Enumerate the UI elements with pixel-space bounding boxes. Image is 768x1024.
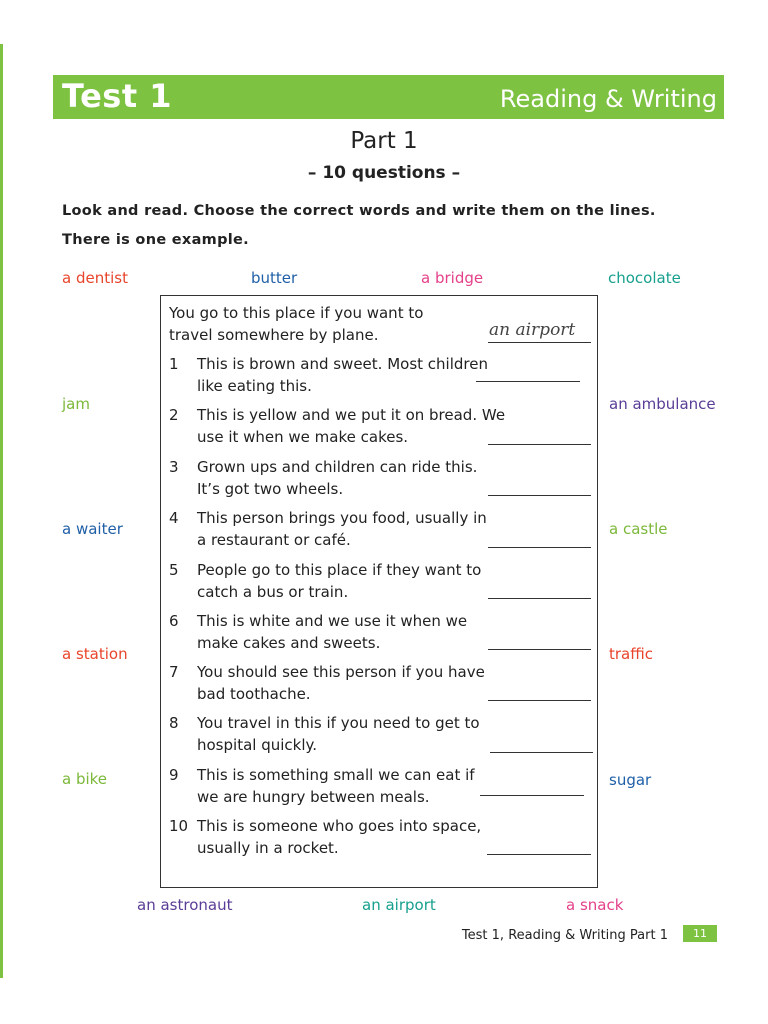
- answer-line-8[interactable]: [490, 752, 593, 753]
- question-text: This is yellow and we put it on bread. We use it when we make cakes.: [197, 406, 506, 446]
- questions-box: [160, 295, 598, 888]
- example-text: You go to this place if you want to travel somewhere by plane.: [169, 304, 424, 344]
- question-number: 2: [169, 406, 179, 424]
- question-number: 5: [169, 561, 179, 579]
- answer-line-1[interactable]: [476, 381, 580, 382]
- question-number: 8: [169, 714, 179, 732]
- question-text: Grown ups and children can ride this. It’s got two wheels.: [197, 458, 478, 498]
- question-number: 4: [169, 509, 179, 527]
- part-subtitle: – 10 questions –: [307, 163, 461, 183]
- word-airport: an airport: [362, 896, 436, 914]
- word-ambulance: an ambulance: [609, 395, 716, 413]
- section-title: Reading & Writing: [499, 85, 717, 113]
- instruction-line-2: There is one example.: [62, 232, 249, 248]
- answer-line-4[interactable]: [488, 547, 591, 548]
- question-text: This is something small we can eat if we are hungry between meals.: [197, 766, 475, 806]
- answer-line-9[interactable]: [480, 795, 584, 796]
- question-text: You should see this person if you have bad toothache.: [197, 663, 485, 703]
- answer-line-5[interactable]: [488, 598, 591, 599]
- question-text: This is brown and sweet. Most children like eating this.: [197, 355, 488, 395]
- question-text: You travel in this if you need to get to hospital quickly.: [197, 714, 480, 754]
- word-astronaut: an astronaut: [137, 896, 233, 914]
- word-sugar: sugar: [609, 771, 652, 789]
- left-margin-rule: [0, 44, 3, 978]
- answer-line-7[interactable]: [488, 700, 591, 701]
- example-answer-line: [488, 342, 591, 343]
- test-title: Test 1: [62, 77, 173, 115]
- header-bar: [53, 75, 724, 119]
- question-text: This person brings you food, usually in a restaurant or café.: [197, 509, 487, 549]
- word-castle: a castle: [609, 520, 668, 538]
- word-dentist: a dentist: [62, 269, 128, 287]
- question-number: 1: [169, 355, 179, 373]
- word-bridge: a bridge: [421, 269, 484, 287]
- word-jam: jam: [62, 395, 90, 413]
- footer-label: Test 1, Reading & Writing Part 1: [461, 928, 668, 943]
- question-number: 10: [169, 817, 189, 835]
- example-answer: an airport: [489, 320, 576, 340]
- word-snack: a snack: [566, 896, 624, 914]
- page-number: 11: [683, 925, 717, 942]
- word-chocolate: chocolate: [608, 269, 681, 287]
- word-traffic: traffic: [609, 645, 653, 663]
- question-text: This is someone who goes into space, usually in a rocket.: [197, 817, 482, 857]
- word-bike: a bike: [62, 770, 108, 788]
- answer-line-2[interactable]: [488, 444, 591, 445]
- word-butter: butter: [251, 269, 298, 287]
- question-number: 6: [169, 612, 179, 630]
- question-number: 3: [169, 458, 179, 476]
- word-waiter: a waiter: [62, 520, 123, 538]
- question-text: People go to this place if they want to catch a bus or train.: [197, 561, 482, 601]
- question-number: 7: [169, 663, 179, 681]
- answer-line-6[interactable]: [488, 649, 591, 650]
- answer-line-10[interactable]: [487, 854, 591, 855]
- word-station: a station: [62, 645, 128, 663]
- question-text: This is white and we use it when we make cakes and sweets.: [197, 612, 468, 652]
- part-title: Part 1: [350, 128, 418, 154]
- answer-line-3[interactable]: [488, 495, 591, 496]
- question-number: 9: [169, 766, 179, 784]
- instruction-line-1: Look and read. Choose the correct words and write them on the lines.: [62, 203, 656, 219]
